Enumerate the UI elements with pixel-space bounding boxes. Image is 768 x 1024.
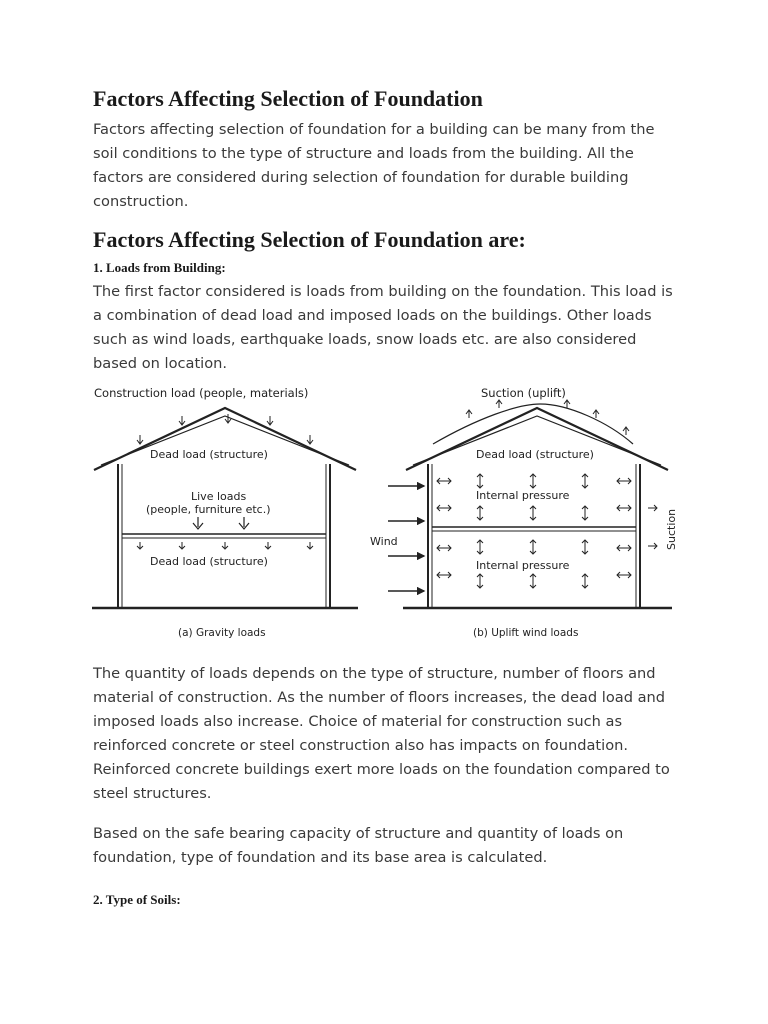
section-heading: Factors Affecting Selection of Foundation are: <box>93 227 526 252</box>
loads-paragraph-1: The first factor considered is loads from building on the foundation. This load is a combination of dead load and imposed loads on the buildings. Other loads such as wind loads, earthquake loads, snow loads etc. are also considered based on location. <box>93 283 673 372</box>
roof-dead-load-label-b: Dead load (structure) <box>476 448 594 461</box>
uplift-wind-loads-diagram <box>370 386 678 639</box>
page-title: Factors Affecting Selection of Foundation <box>93 86 483 111</box>
gravity-loads-diagram <box>92 386 358 639</box>
roof-dead-load-label: Dead load (structure) <box>150 448 268 461</box>
floor-dead-load-label: Dead load (structure) <box>150 555 268 568</box>
loads-paragraph-2: The quantity of loads depends on the type of structure, number of floors and material of construction. As the number of floors increases, the dead load and imposed loads also increase. Choice of material for construction such as reinforced concrete or steel construction also has impacts on foundation. Reinforced concrete buildings exert more loads on the foundation compared to steel structures. <box>93 665 670 802</box>
subsection-heading-loads: 1. Loads from Building: <box>93 260 226 275</box>
suction-uplift-label: Suction (uplift) <box>481 386 566 400</box>
live-loads-label: Live loads <box>191 490 247 503</box>
side-suction-label: Suction <box>665 508 678 550</box>
uplift-wind-loads-caption: (b) Uplift wind loads <box>473 627 579 639</box>
intro-paragraph: Factors affecting selection of foundation for a building can be many from the soil conditions to the type of structure and loads from the building. All the factors are considered during selection of foundation for durable building construction. <box>93 121 655 210</box>
subsection-heading-soils: 2. Type of Soils: <box>93 892 181 907</box>
loads-paragraph-3: Based on the safe bearing capacity of structure and quantity of loads on foundation, type of foundation and its base area is calculated. <box>93 825 624 866</box>
live-loads-detail-label: (people, furniture etc.) <box>146 503 271 516</box>
construction-load-label: Construction load (people, materials) <box>94 386 309 400</box>
internal-pressure-label-2: Internal pressure <box>476 559 570 572</box>
gravity-loads-caption: (a) Gravity loads <box>178 627 266 639</box>
load-diagram-figure <box>88 378 678 648</box>
internal-pressure-label-1: Internal pressure <box>476 489 570 502</box>
wind-label: Wind <box>370 535 398 548</box>
